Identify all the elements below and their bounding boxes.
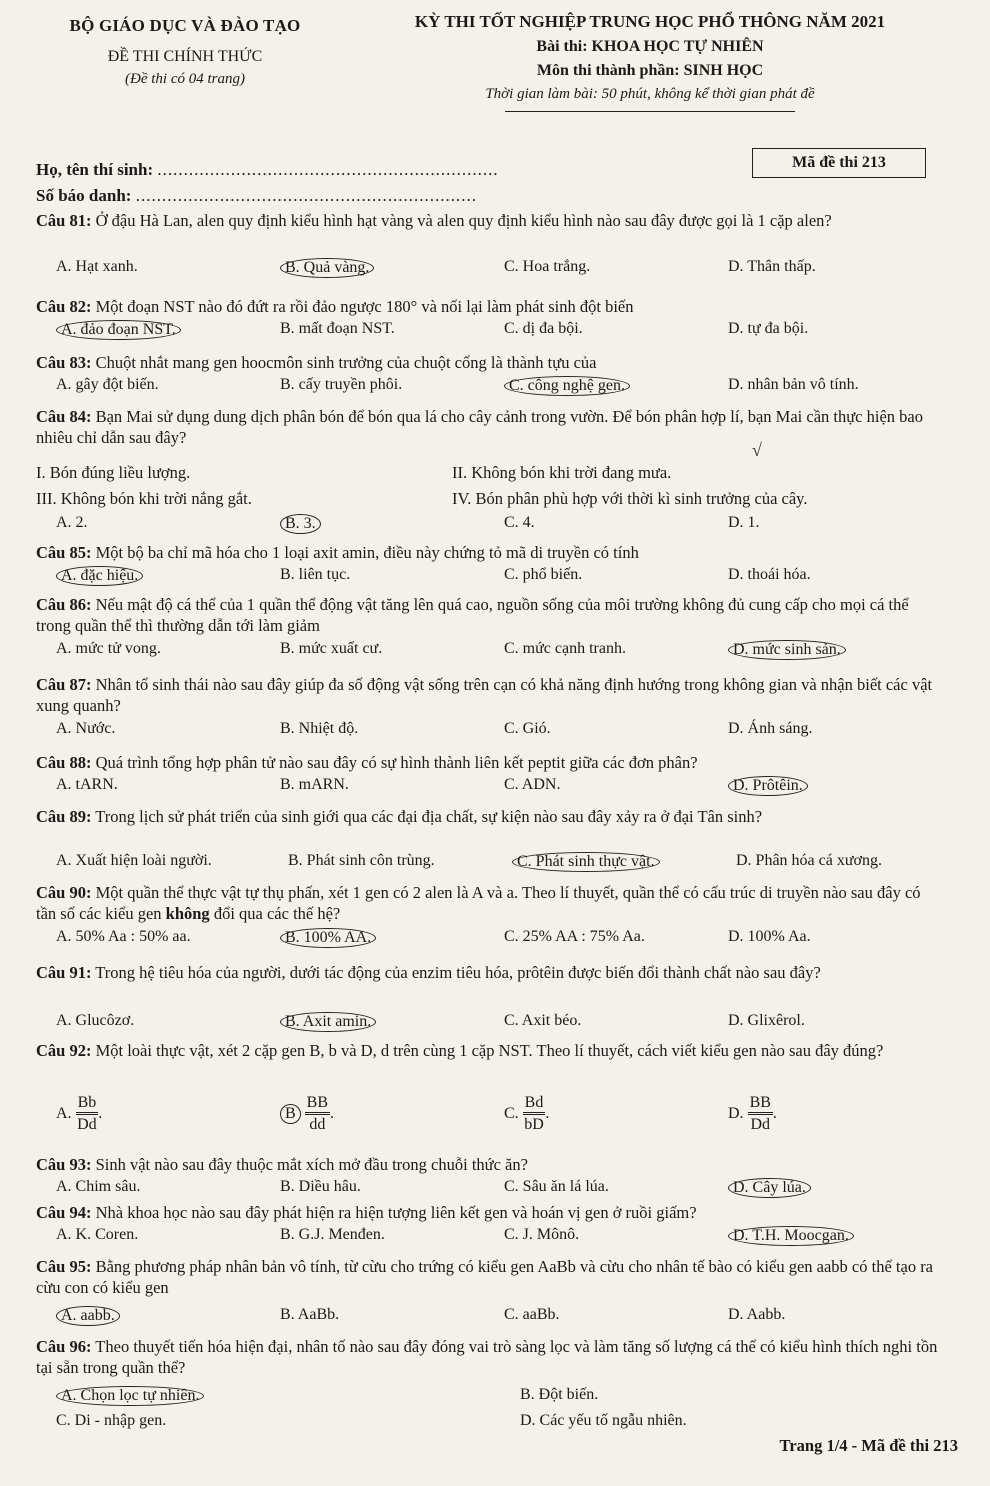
question-label: Câu 83: <box>36 353 92 372</box>
option-b: B. Diều hâu. <box>280 1178 361 1195</box>
option-b: B. Nhiệt độ. <box>280 720 359 737</box>
candidate-name-line <box>36 160 499 180</box>
statement-4: IV. Bón phân phù hợp với thời kì sinh trưởng của cây. <box>452 489 808 508</box>
options-84 <box>56 514 946 536</box>
option-b: B. Đột biến. <box>520 1386 599 1403</box>
option-b: B. mARN. <box>280 776 349 793</box>
option-d: D. 1. <box>728 514 760 531</box>
fraction-end: . <box>545 1105 550 1123</box>
option-c: C. Di - nhập gen. <box>56 1412 167 1429</box>
question-label: Câu 86: <box>36 595 92 614</box>
question-83 <box>36 352 944 373</box>
option-d: D. Glixêrol. <box>728 1012 805 1029</box>
option-c: C. Gió. <box>504 720 551 737</box>
question-81 <box>36 210 944 231</box>
options-92 <box>56 1094 946 1146</box>
option-letter: A. <box>56 1105 72 1123</box>
option-d <box>728 1094 777 1135</box>
options-82 <box>56 320 946 342</box>
option-d: D. Ánh sáng. <box>728 720 813 737</box>
question-88 <box>36 752 944 773</box>
fraction-bottom: Dd <box>77 1116 97 1133</box>
question-label: Câu 82: <box>36 297 92 316</box>
option-d-circled: D. Cây lúa. <box>728 1178 811 1198</box>
option-a: A. Xuất hiện loài người. <box>56 852 212 869</box>
question-text: Trong lịch sử phát triển của sinh giới qua các đại địa chất, sự kiện nào sau đây xảy ra ở đại Tân sinh? <box>95 807 763 826</box>
question-93 <box>36 1154 944 1175</box>
option-c: C. aaBb. <box>504 1306 560 1323</box>
option-a-circled: A. aabb. <box>56 1306 120 1326</box>
question-label: Câu 92: <box>36 1041 92 1060</box>
question-text: Bằng phương pháp nhân bản vô tính, từ cừu cho trứng có kiểu gen AaBb và cừu cho nhân tế bào có kiểu gen aabb có thể tạo ra cừu con có kiểu gen <box>36 1257 934 1297</box>
fraction-top: BB <box>305 1094 330 1115</box>
statement-3: III. Không bón khi trời nắng gắt. <box>36 489 252 508</box>
option-letter-circled: B <box>280 1104 301 1124</box>
options-86 <box>56 640 946 662</box>
subject-title: Môn thi thành phần: SINH HỌC <box>536 62 764 79</box>
options-89 <box>56 852 946 874</box>
question-text: Bạn Mai sử dụng dung dịch phân bón để bón qua lá cho cây cảnh trong vườn. Để bón phân hợp lí, bạn Mai cần thực hiện bao nhiêu chỉ dẫn sau đây? <box>36 407 923 447</box>
option-a <box>56 1094 102 1135</box>
option-a: A. K. Coren. <box>56 1226 139 1243</box>
question-text: Theo thuyết tiến hóa hiện đại, nhân tố nào sau đây đóng vai trò sàng lọc và làm tăng số lượng cá thể có kiểu hình thích nghi tồn tại sẵn trong quần thể? <box>36 1337 938 1377</box>
option-b <box>280 1094 334 1135</box>
question-text-end: đổi qua các thế hệ? <box>209 904 341 923</box>
option-b: B. mức xuất cư. <box>280 640 383 657</box>
statement-2: II. Không bón khi trời đang mưa. <box>452 463 672 482</box>
options-88 <box>56 776 946 798</box>
question-label: Câu 84: <box>36 407 92 426</box>
option-b: B. Phát sinh côn trùng. <box>288 852 435 869</box>
paper-title: Bài thi: KHOA HỌC TỰ NHIÊN <box>536 38 764 55</box>
genotype-fraction <box>748 1094 773 1135</box>
question-91 <box>36 962 944 983</box>
fraction-bottom: bD <box>524 1116 544 1133</box>
exam-title: KỲ THI TỐT NGHIỆP TRUNG HỌC PHỔ THÔNG NĂM 2021 <box>414 12 886 31</box>
options-83 <box>56 376 946 398</box>
option-d: D. Phân hóa cá xương. <box>736 852 882 869</box>
option-c: C. Hoa trắng. <box>504 258 591 275</box>
question-87 <box>36 674 944 716</box>
question-89 <box>36 806 944 827</box>
question-92 <box>36 1040 944 1061</box>
question-label: Câu 90: <box>36 883 92 902</box>
option-d: D. Các yếu tố ngẫu nhiên. <box>520 1412 687 1429</box>
candidate-name-label: Họ, tên thí sinh: <box>36 160 154 179</box>
option-d: D. 100% Aa. <box>728 928 811 945</box>
question-text: Sinh vật nào sau đây thuộc mắt xích mở đầu trong chuỗi thức ăn? <box>95 1155 528 1174</box>
option-d: D. Aabb. <box>728 1306 786 1323</box>
fraction-bottom: dd <box>309 1116 326 1133</box>
option-a: A. Glucôzơ. <box>56 1012 135 1029</box>
option-letter: C. <box>504 1105 519 1123</box>
question-text: Trong hệ tiêu hóa của người, dưới tác động của enzim tiêu hóa, prôtêin được biến đổi thành chất nào sau đây? <box>95 963 821 982</box>
question-text: Một quần thể thực vật tự thụ phấn, xét 1 gen có 2 alen là A và a. Theo lí thuyết, quần thể có cấu trúc di truyền nào sau đây có tần số các kiểu gen <box>36 883 921 923</box>
checkmark-icon: √ <box>752 440 762 460</box>
question-text: Quá trình tổng hợp phân tử nào sau đây có sự hình thành liên kết peptit giữa các đơn phân? <box>95 753 698 772</box>
question-86 <box>36 594 944 636</box>
question-label: Câu 89: <box>36 807 92 826</box>
option-a: A. Nước. <box>56 720 116 737</box>
question-85 <box>36 542 944 563</box>
option-b-circled: B. 3. <box>280 514 321 534</box>
candidate-id-blank: ................................................................. <box>135 186 477 205</box>
fraction-end: . <box>98 1105 103 1123</box>
question-label: Câu 94: <box>36 1203 92 1222</box>
option-a: A. 2. <box>56 514 88 531</box>
options-95 <box>56 1306 946 1328</box>
option-b-circled: B. Quả vàng. <box>280 258 374 278</box>
fraction-end: . <box>772 1105 777 1123</box>
time-note: Thời gian làm bài: 50 phút, không kể thời gian phát đề <box>485 86 815 102</box>
genotype-fraction <box>76 1094 99 1135</box>
option-c: C. Axit béo. <box>504 1012 582 1029</box>
options-90 <box>56 928 946 950</box>
options-81 <box>56 258 946 280</box>
options-96-row1 <box>56 1386 946 1408</box>
fraction-top: Bd <box>523 1094 546 1115</box>
question-label: Câu 91: <box>36 963 92 982</box>
option-c: C. Sâu ăn lá lúa. <box>504 1178 609 1195</box>
option-letter: D. <box>728 1105 744 1123</box>
options-85 <box>56 566 946 588</box>
option-c-circled: C. Phát sinh thực vật. <box>512 852 660 872</box>
official-label: ĐỀ THI CHÍNH THỨC <box>107 48 263 65</box>
options-94 <box>56 1226 946 1248</box>
option-a-circled: A. Chọn lọc tự nhiên. <box>56 1386 204 1406</box>
exam-code-box: Mã đề thi 213 <box>752 148 926 178</box>
option-a: A. Hạt xanh. <box>56 258 138 275</box>
question-text: Ở đậu Hà Lan, alen quy định kiểu hình hạt vàng và alen quy định kiểu hình nào sau đây được gọi là 1 cặp alen? <box>95 211 832 230</box>
options-87 <box>56 720 946 742</box>
emphasis-word: không <box>165 904 210 923</box>
question-label: Câu 93: <box>36 1155 92 1174</box>
option-d-circled: D. Prôtêin. <box>728 776 808 796</box>
page-count-note: (Đề thi có 04 trang) <box>125 71 245 87</box>
question-label: Câu 88: <box>36 753 92 772</box>
option-d: D. nhân bản vô tính. <box>728 376 859 393</box>
fraction-top: BB <box>748 1094 773 1115</box>
fraction-top: Bb <box>76 1094 99 1115</box>
option-c: C. mức cạnh tranh. <box>504 640 626 657</box>
option-b: B. AaBb. <box>280 1306 340 1323</box>
candidate-id-line <box>36 186 477 206</box>
question-text: Một đoạn NST nào đó đứt ra rồi đảo ngược 180° và nối lại làm phát sinh đột biến <box>95 297 634 316</box>
option-c-circled: C. công nghệ gen. <box>504 376 630 396</box>
option-d: D. thoái hóa. <box>728 566 811 583</box>
option-a: A. mức tử vong. <box>56 640 161 657</box>
option-c: C. dị đa bội. <box>504 320 583 337</box>
question-text: Một loài thực vật, xét 2 cặp gen B, b và D, d trên cùng 1 cặp NST. Theo lí thuyết, cách viết kiểu gen nào sau đây đúng? <box>95 1041 884 1060</box>
question-text: Chuột nhắt mang gen hoocmôn sinh trưởng của chuột cống là thành tựu của <box>95 353 597 372</box>
option-a: A. 50% Aa : 50% aa. <box>56 928 191 945</box>
option-c: C. ADN. <box>504 776 561 793</box>
question-94 <box>36 1202 944 1223</box>
genotype-fraction <box>523 1094 546 1135</box>
candidate-name-blank: ................................................................. <box>157 160 499 179</box>
option-b-circled: B. 100% AA. <box>280 928 376 948</box>
question-label: Câu 87: <box>36 675 92 694</box>
header-divider <box>505 111 795 112</box>
question-text: Nhà khoa học nào sau đây phát hiện ra hiện tượng liên kết gen và hoán vị gen ở ruồi giấm? <box>95 1203 697 1222</box>
option-d: D. Thân thấp. <box>728 258 816 275</box>
fraction-end: . <box>330 1105 335 1123</box>
option-d-circled: D. T.H. Moocgan. <box>728 1226 854 1246</box>
options-91 <box>56 1012 946 1034</box>
option-b: B. liên tục. <box>280 566 351 583</box>
genotype-fraction <box>305 1094 330 1135</box>
page-footer: Trang 1/4 - Mã đề thi 213 <box>779 1436 958 1455</box>
option-a-circled: A. đảo đoạn NST. <box>56 320 181 340</box>
question-text: Một bộ ba chỉ mã hóa cho 1 loại axit amin, điều này chứng tỏ mã di truyền có tính <box>95 543 639 562</box>
question-90 <box>36 882 944 924</box>
statement-1: I. Bón đúng liều lượng. <box>36 463 191 482</box>
fraction-bottom: Dd <box>750 1116 771 1133</box>
question-84 <box>36 406 944 448</box>
candidate-id-label: Số báo danh: <box>36 186 132 205</box>
option-b: B. cấy truyền phôi. <box>280 376 403 393</box>
question-label: Câu 81: <box>36 211 92 230</box>
option-a-circled: A. đặc hiệu. <box>56 566 143 586</box>
option-d-circled: D. mức sinh sản. <box>728 640 846 660</box>
question-95 <box>36 1256 944 1298</box>
option-a: A. tARN. <box>56 776 118 793</box>
option-a: A. Chim sâu. <box>56 1178 141 1195</box>
option-d: D. tự đa bội. <box>728 320 809 337</box>
question-82 <box>36 296 944 317</box>
question-text: Nhân tố sinh thái nào sau đây giúp đa số động vật sống trên cạn có khả năng định hướng trong không gian và nhận biết các vật xung quanh? <box>36 675 933 715</box>
option-c: C. 25% AA : 75% Aa. <box>504 928 645 945</box>
question-text: Nếu mật độ cá thể của 1 quần thể động vật tăng lên quá cao, nguồn sống của môi trường không đủ cung cấp cho mọi cá thể trong quần thể thì thường dẫn tới làm giảm <box>36 595 909 635</box>
options-96-row2 <box>56 1412 946 1434</box>
question-label: Câu 85: <box>36 543 92 562</box>
option-c: C. 4. <box>504 514 535 531</box>
option-a: A. gây đột biến. <box>56 376 159 393</box>
header-right <box>350 12 950 112</box>
question-label: Câu 95: <box>36 1257 92 1276</box>
options-93 <box>56 1178 946 1200</box>
option-c <box>504 1094 549 1135</box>
option-c: C. phổ biến. <box>504 566 583 583</box>
question-label: Câu 96: <box>36 1337 92 1356</box>
question-96 <box>36 1336 944 1378</box>
option-b: B. mất đoạn NST. <box>280 320 395 337</box>
option-c: C. J. Mônô. <box>504 1226 580 1243</box>
option-b: B. G.J. Menđen. <box>280 1226 385 1243</box>
header-left <box>40 16 330 88</box>
option-b-circled: B. Axit amin. <box>280 1012 376 1032</box>
ministry-name: BỘ GIÁO DỤC VÀ ĐÀO TẠO <box>69 16 301 35</box>
